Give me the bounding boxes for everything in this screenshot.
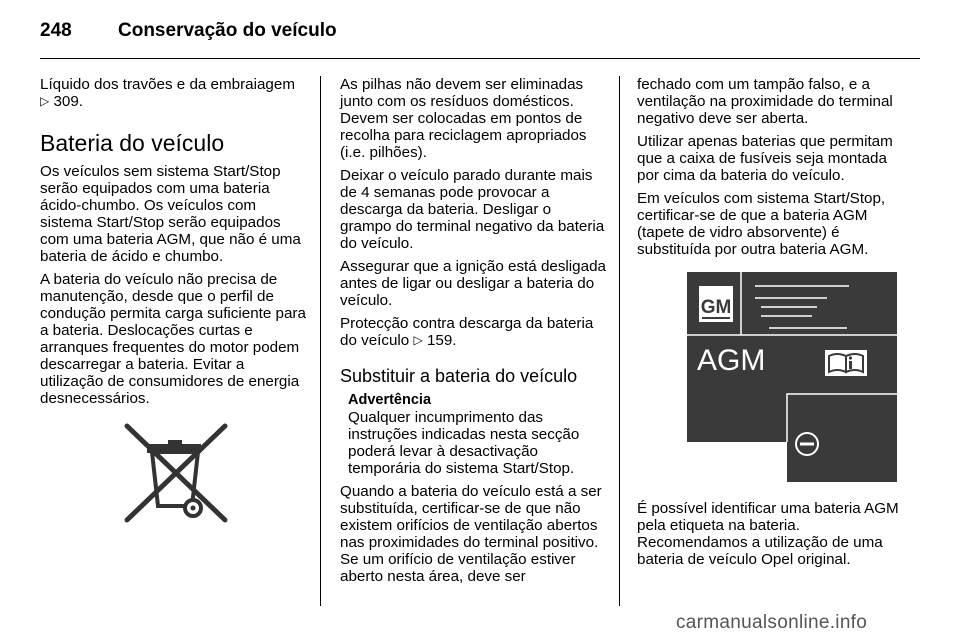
paragraph-ignition: Assegurar que a ignição está desligada antes de ligar ou desligar a bateria do veículo. <box>340 258 606 309</box>
page-number: 248 <box>40 20 72 41</box>
page-header <box>40 18 920 59</box>
column-3 <box>637 76 905 574</box>
paragraph-replacement: Quando a bateria do veículo está a ser substituída, certificar-se de que não existem orifícios de ventilação abertos nas proximidades do terminal positivo. Se um orifício de ventilação estiver aberto nesta área, deve ser <box>340 483 602 585</box>
crossed-out-wheelie-bin-icon <box>121 422 231 524</box>
paragraph-maintenance: A bateria do veículo não precisa de manutenção, desde que o perfil de condução permita carga suficiente para a bateria. Deslocações curtas e arranques frequentes do motor podem descarregar a bateria. Evitar a utilização de consumidores de energia desnecessários. <box>40 271 306 407</box>
section-title: Conservação do veículo <box>118 20 337 41</box>
heading-battery: Bateria do veículo <box>40 130 225 156</box>
watermark: carmanualsonline.info <box>676 612 868 633</box>
column-divider-2 <box>619 76 620 606</box>
gm-logo-text: GM <box>700 297 732 318</box>
paragraph-parking: Deixar o veículo parado durante mais de 4 semanas pode provocar a descarga da bateria. Desligar o grampo do terminal negativo da bateria do veículo. <box>340 167 605 252</box>
intro-text: Líquido dos travões e da embraiagem <box>40 76 295 93</box>
column-divider-1 <box>320 76 321 606</box>
column-1 <box>40 76 308 524</box>
paragraph-disposal: As pilhas não devem ser eliminadas junto com os resíduos domésticos. Devem ser colocadas em pontos de recolha para reciclagem apropriados (i.e. pilhões). <box>340 76 587 161</box>
xref-arrow-icon: ▷ <box>40 94 50 108</box>
paragraph-vent-closed: fechado com um tampão falso, e a ventilação na proximidade do terminal negativo deve ser aberta. <box>637 76 893 127</box>
paragraph-fusebox: Utilizar apenas baterias que permitam que a caixa de fusíveis seja montada por cima da bateria do veículo. <box>637 133 893 184</box>
subheading-replace-battery: Substituir a bateria do veículo <box>340 366 578 386</box>
intro-paragraph <box>40 76 308 111</box>
agm-label-text: AGM <box>697 344 766 377</box>
paragraph-agm-identify: É possível identificar uma bateria AGM pela etiqueta na bateria. Recomendamos a utilização de uma bateria de veículo Opel original. <box>637 500 899 568</box>
protection-text: Protecção contra descarga da bateria do veículo <box>340 315 594 349</box>
paragraph-agm-replacement: Em veículos com sistema Start/Stop, certificar-se de que a bateria AGM (tapete de vidro absorvente) é substituída por outra bateria AGM. <box>637 190 886 258</box>
agm-battery-label-image <box>677 272 897 482</box>
warning-box <box>340 392 606 477</box>
xref-arrow-icon: ▷ <box>413 333 423 347</box>
paragraph-battery-types: Os veículos sem sistema Start/Stop serão equipados com uma bateria ácido-chumbo. Os veículos com sistema Start/Stop serão equipados com uma bateria AGM, que não é uma bateria de ácido e chumbo. <box>40 163 301 265</box>
xref-link-159[interactable]: 159. <box>426 332 457 349</box>
warning-text: Qualquer incumprimento das instruções indicadas nesta secção poderá levar à desactivação temporária do sistema Start/Stop. <box>348 409 580 477</box>
column-2 <box>340 76 606 591</box>
paragraph-protection <box>340 315 606 350</box>
xref-link-309[interactable]: 309. <box>53 93 84 110</box>
warning-title: Advertência <box>348 392 432 408</box>
